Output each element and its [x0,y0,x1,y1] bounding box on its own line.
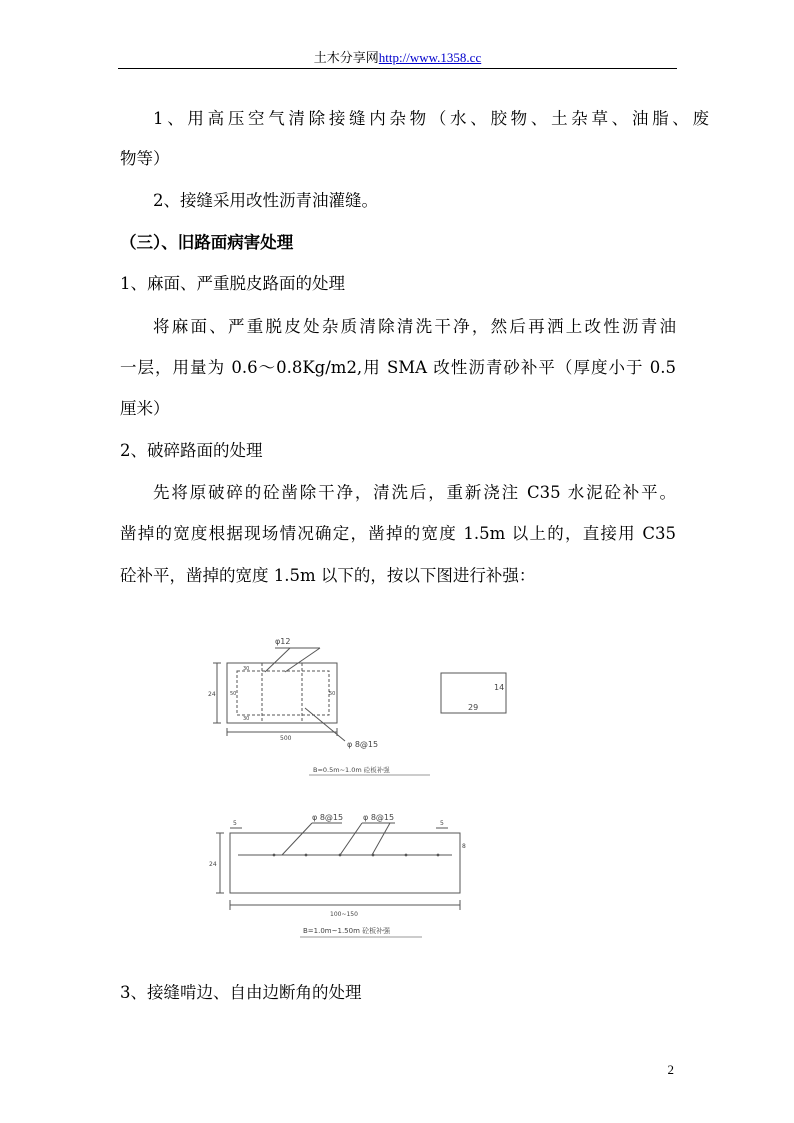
subsection-1-line-3: 厘米） [120,399,170,418]
subsection-3-title: 3、接缝啃边、自由边断角的处理 [120,983,362,1002]
figure-2-caption: B=1.0m~1.50m 砼板补强 [303,927,391,935]
dim-bottom-label: 500 [280,735,292,742]
section-width-label: 29 [468,703,479,712]
subsection-2-line-3: 砼补平，凿掉的宽度 1.5m 以下的，按以下图进行补强： [120,566,536,585]
paragraph-1-line-2: 物等） [120,149,170,168]
subsection-2-line-2: 凿掉的宽度根据现场情况确定，凿掉的宽度 1.5m 以上的，直接用 C35 [120,524,676,543]
slab-outline [227,663,337,723]
dim-small-bottom: 30 [243,716,250,722]
paragraph-1-line-1: 1、用高压空气清除接缝内杂物（水、胶物、土杂草、油脂、废 [153,109,709,128]
edge-left-label: 5 [233,820,237,827]
dim-left-label: 24 [209,861,217,868]
subsection-1-title: 1、麻面、严重脱皮路面的处理 [120,274,345,293]
paragraph-2: 2、接缝采用改性沥青油灌缝。 [153,191,378,210]
slab-section-outline [230,833,460,893]
page-number: 2 [667,1062,674,1077]
section-height-label: 14 [494,683,505,692]
dim-left-label: 24 [208,691,216,698]
dim-small-right: 50 [329,691,336,697]
section-heading-3: （三）、旧路面病害处理 [120,233,294,252]
rebar-label-b: φ 8@15 [363,813,395,822]
subsection-2-title: 2、破碎路面的处理 [120,441,263,460]
subsection-1-line-2: 一层，用量为 0.6～0.8Kg/m2,用 SMA 改性沥青砂补平（厚度小于 0.5 [120,358,676,377]
subsection-2-line-1: 先将原破碎的砼凿除干净，清洗后，重新浇注 C35 水泥砼补平。 [153,483,676,502]
header-site-name: 土木分享网 [313,51,379,66]
rebar-bottom-label: φ 8@15 [347,740,379,749]
rebar-cage-outline [237,671,329,715]
dim-bottom-label: 100~150 [330,911,358,918]
dim-small-top: 30 [243,666,250,672]
figure-1-reinforcement-plan [205,628,515,778]
figure-1-caption: B=0.5m~1.0m 砼板补强 [313,766,390,774]
rebar-label-a: φ 8@15 [312,813,344,822]
dim-small-mid: 50 [230,691,237,697]
edge-right-label: 5 [440,820,444,827]
subsection-1-line-1: 将麻面、严重脱皮处杂质清除清洗干净，然后再洒上改性沥青油 [153,317,676,336]
header-url-link[interactable]: http://www.1358.cc [378,50,482,65]
leader-line-top [265,648,290,672]
figure-2-reinforcement-section [200,808,480,943]
leader-line-bottom [305,708,345,741]
rebar-top-label: φ12 [275,637,291,646]
page-header [118,48,677,69]
dim-right-label: 8 [462,843,466,850]
